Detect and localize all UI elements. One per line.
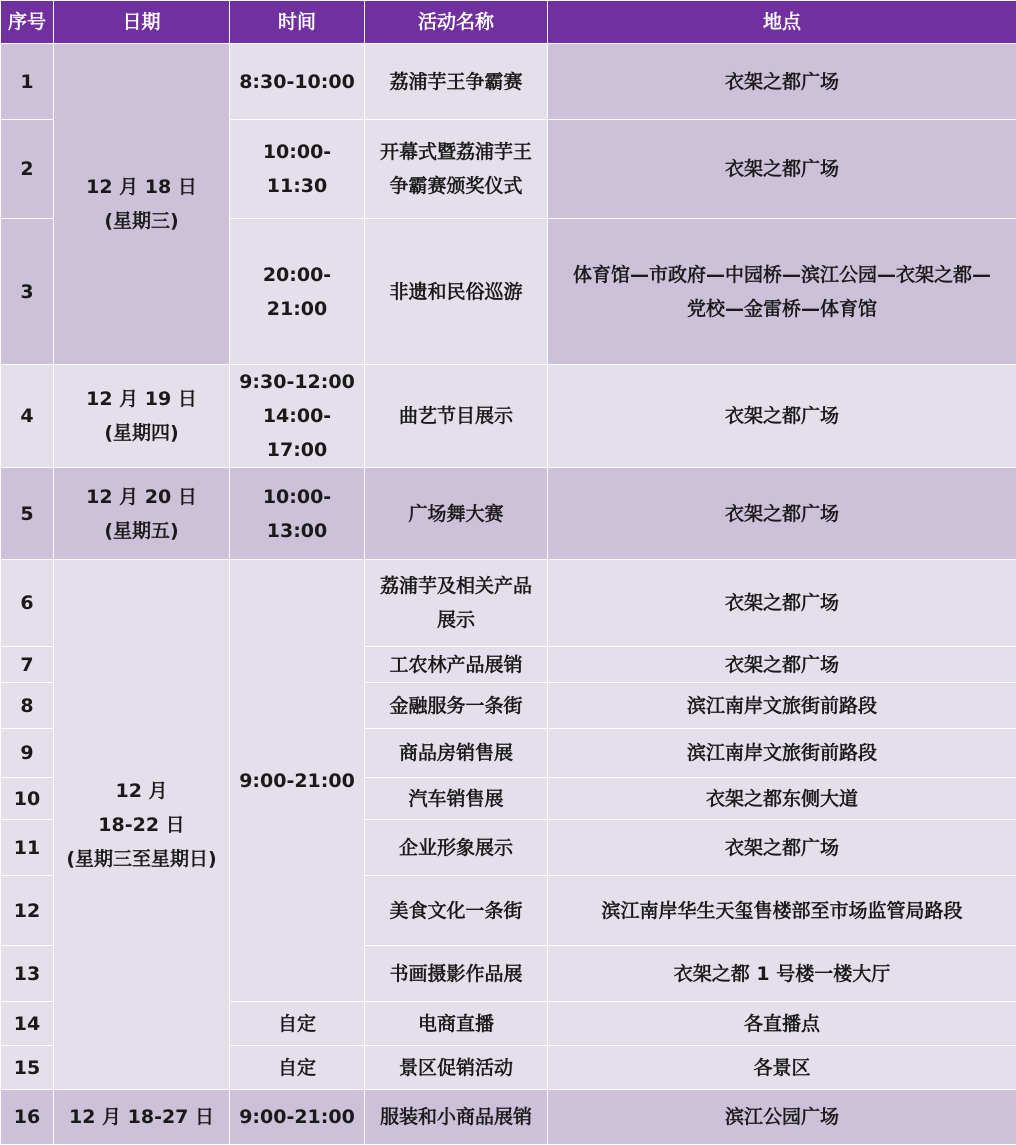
row-place: 滨江南岸华生天玺售楼部至市场监管局路段 (548, 876, 1016, 946)
row-activity: 荔浦芋王争霸赛 (365, 44, 548, 120)
row-activity: 荔浦芋及相关产品 展示 (365, 560, 548, 647)
row-time: 10:00-11:30 (230, 120, 365, 219)
row-time: 8:30-10:00 (230, 44, 365, 120)
row-time: 20:00-21:00 (230, 219, 365, 365)
row-date: 12 月 18 日 (星期三) (54, 44, 230, 365)
row-place: 衣架之都广场 (548, 44, 1016, 120)
row-activity: 服装和小商品展销 (365, 1090, 548, 1145)
row-place: 体育馆—市政府—中园桥—滨江公园—衣架之都— 党校—金雷桥—体育馆 (548, 219, 1016, 365)
row-seq: 6 (1, 560, 54, 647)
row-activity: 企业形象展示 (365, 820, 548, 876)
row-place: 衣架之都广场 (548, 120, 1016, 219)
row-date: 12 月 19 日 (星期四) (54, 365, 230, 468)
row-seq: 3 (1, 219, 54, 365)
row-activity: 非遗和民俗巡游 (365, 219, 548, 365)
header-place: 地点 (548, 1, 1016, 44)
table-row (1, 468, 1016, 560)
row-activity: 景区促销活动 (365, 1046, 548, 1090)
row-place: 滨江公园广场 (548, 1090, 1016, 1145)
row-activity: 开幕式暨荔浦芋王 争霸赛颁奖仪式 (365, 120, 548, 219)
row-place: 衣架之都东侧大道 (548, 778, 1016, 820)
row-place: 衣架之都广场 (548, 647, 1016, 683)
row-place: 衣架之都 1 号楼一楼大厅 (548, 946, 1016, 1002)
row-activity: 美食文化一条街 (365, 876, 548, 946)
header-date: 日期 (54, 1, 230, 44)
row-activity: 广场舞大赛 (365, 468, 548, 560)
row-time: 9:00-21:00 (230, 1090, 365, 1145)
row-seq: 7 (1, 647, 54, 683)
table-row (1, 560, 1016, 647)
row-activity: 工农林产品展销 (365, 647, 548, 683)
row-seq: 5 (1, 468, 54, 560)
row-seq: 16 (1, 1090, 54, 1145)
row-activity: 电商直播 (365, 1002, 548, 1046)
table-row (1, 44, 1016, 120)
row-place: 各景区 (548, 1046, 1016, 1090)
row-seq: 9 (1, 729, 54, 778)
table-row (1, 1090, 1016, 1145)
row-seq: 1 (1, 44, 54, 120)
header-seq: 序号 (1, 1, 54, 44)
row-seq: 15 (1, 1046, 54, 1090)
row-time: 9:30-12:00 14:00-17:00 (230, 365, 365, 468)
row-time: 自定 (230, 1002, 365, 1046)
row-seq: 13 (1, 946, 54, 1002)
row-place: 各直播点 (548, 1002, 1016, 1046)
row-place: 衣架之都广场 (548, 468, 1016, 560)
row-seq: 14 (1, 1002, 54, 1046)
row-activity: 书画摄影作品展 (365, 946, 548, 1002)
row-place: 滨江南岸文旅街前路段 (548, 729, 1016, 778)
row-seq: 2 (1, 120, 54, 219)
row-activity: 金融服务一条街 (365, 683, 548, 729)
row-seq: 12 (1, 876, 54, 946)
row-time: 自定 (230, 1046, 365, 1090)
table-row (1, 365, 1016, 468)
row-place: 衣架之都广场 (548, 365, 1016, 468)
header-time: 时间 (230, 1, 365, 44)
header-name: 活动名称 (365, 1, 548, 44)
row-activity: 曲艺节目展示 (365, 365, 548, 468)
row-seq: 8 (1, 683, 54, 729)
row-place: 衣架之都广场 (548, 820, 1016, 876)
row-seq: 11 (1, 820, 54, 876)
row-seq: 4 (1, 365, 54, 468)
row-seq: 10 (1, 778, 54, 820)
row-date: 12 月 18-22 日 (星期三至星期日) (54, 560, 230, 1090)
row-time: 10:00-13:00 (230, 468, 365, 560)
row-time: 9:00-21:00 (230, 560, 365, 1002)
row-date: 12 月 20 日 (星期五) (54, 468, 230, 560)
row-activity: 汽车销售展 (365, 778, 548, 820)
row-place: 滨江南岸文旅街前路段 (548, 683, 1016, 729)
row-place: 衣架之都广场 (548, 560, 1016, 647)
header-row (1, 1, 1016, 44)
row-date: 12 月 18-27 日 (54, 1090, 230, 1145)
row-activity: 商品房销售展 (365, 729, 548, 778)
